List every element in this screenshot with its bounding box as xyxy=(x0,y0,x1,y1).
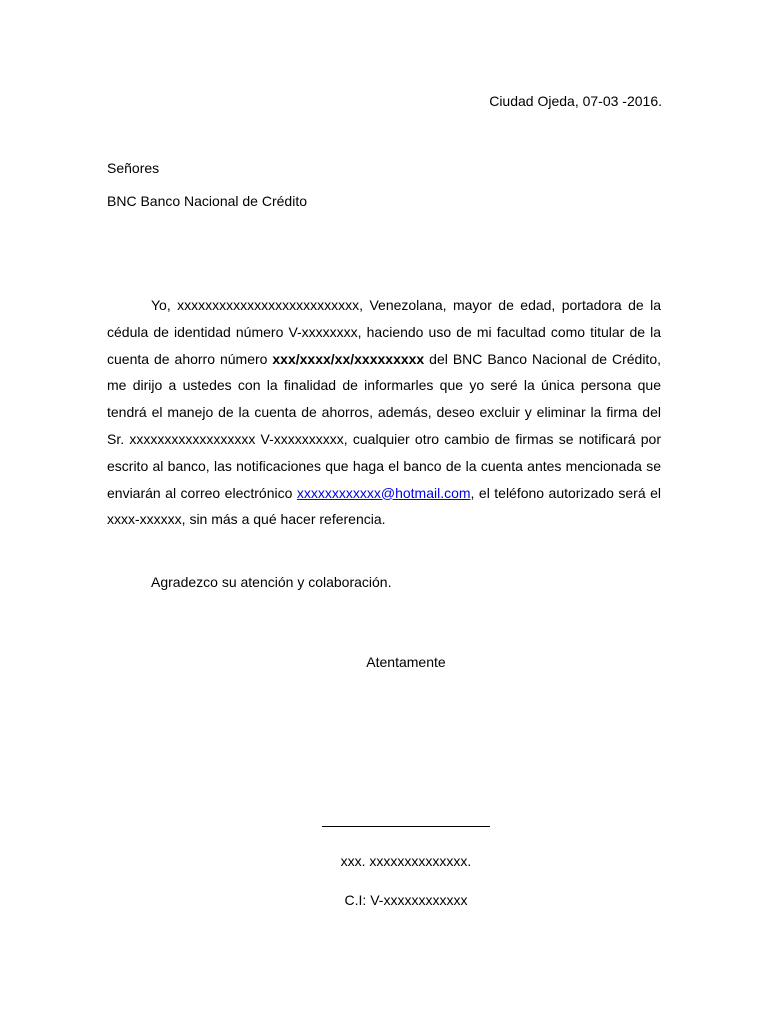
body-text-part3: , el teléfono autorizado será el xxxx-xxxxxx, sin más a qué hacer referencia. xyxy=(107,484,661,528)
body-text-part1: Yo, xxxxxxxxxxxxxxxxxxxxxxxxxx, Venezolana, mayor de edad, portadora de la cédula de identidad número V-xxxxxxxx, haciendo uso de mi facultad como titular de la cuenta de ahorro número xyxy=(107,297,661,367)
email-link[interactable]: xxxxxxxxxxxx@hotmail.com xyxy=(296,484,471,501)
closing-salutation: Atentamente xyxy=(366,654,446,670)
addressee-bank: BNC Banco Nacional de Crédito xyxy=(107,193,307,209)
thanks-text: Agradezco su atención y colaboración. xyxy=(151,574,392,590)
signature-line xyxy=(322,826,490,827)
account-number: xxx/xxxx/xx/xxxxxxxxx xyxy=(272,350,425,367)
letter-body xyxy=(107,292,661,533)
place-date: Ciudad Ojeda, 07-03 -2016. xyxy=(489,93,662,109)
addressee-title: Señores xyxy=(107,160,160,176)
signature-id: C.I: V-xxxxxxxxxxxx xyxy=(344,892,468,908)
thanks-line xyxy=(107,573,391,591)
signature-name: xxx. xxxxxxxxxxxxxx. xyxy=(340,853,472,869)
body-text-part2: del BNC Banco Nacional de Crédito, me dirijo a ustedes con la finalidad de informarles que yo seré la única persona que tendrá el manejo de la cuenta de ahorros, además, deseo excluir y eliminar la firma del Sr. xxxxxxxxxxxxxxxxxx V-xxxxxxxxxx, cualquier otro cambio de firmas se notificará por escrito al banco, las notificaciones que haga el banco de la cuenta antes mencionada se enviarán al correo electrónico xyxy=(107,350,661,501)
